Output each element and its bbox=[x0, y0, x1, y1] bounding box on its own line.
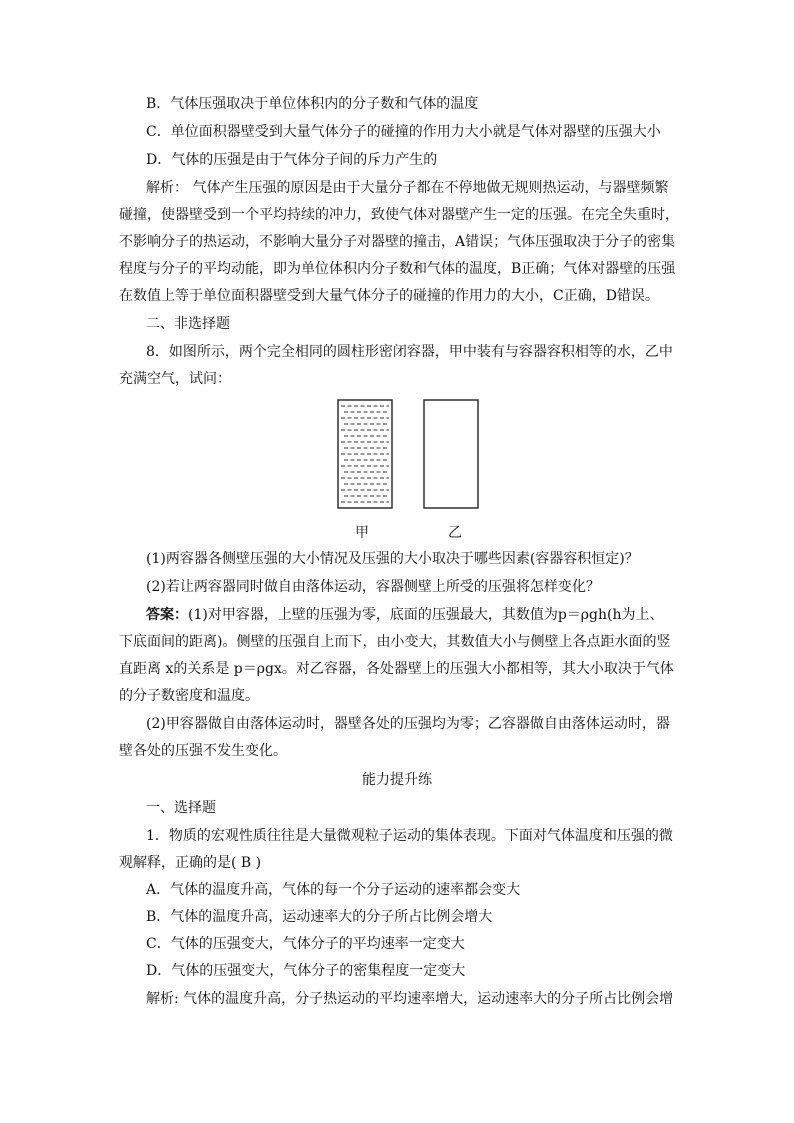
question-1-line: 观解释，正确的是( B ) bbox=[119, 855, 262, 871]
section-heading: 一、选择题 bbox=[146, 800, 216, 816]
answer-line: (2)甲容器做自由落体运动时，器壁各处的压强均为零；乙容器做自由落体运动时，器 bbox=[146, 716, 670, 732]
answer-text: (1)对甲容器，上壁的压强为零，底面的压强最大，其数值为p＝ρgh(h为上、 bbox=[188, 607, 664, 623]
section-title: 能力提升练 bbox=[362, 772, 432, 788]
question-8-line: 充满空气，试问： bbox=[119, 371, 231, 387]
analysis-line: 不影响分子的热运动，不影响大量分子对器壁的撞击，A错误；气体压强取决于分子的密集 bbox=[119, 234, 676, 250]
analysis-line: 在数值上等于单位面积器壁受到大量气体分子的碰撞的作用力的大小，C正确，D错误。 bbox=[119, 288, 659, 304]
answer-line: 直距离 x的关系是 p＝ρgx。对乙容器，各处器壁上的压强大小都相等，其大小取决于气体 bbox=[119, 661, 674, 677]
question-1-line: 1．物质的宏观性质往往是大量微观粒子运动的集体表现。下面对气体温度和压强的微 bbox=[146, 828, 673, 844]
answer-line: 壁各处的压强不发生变化。 bbox=[119, 743, 287, 759]
option-b-line: B．气体的温度升高，运动速率大的分子所占比例会增大 bbox=[146, 909, 493, 925]
answer-line: 的分子数密度和温度。 bbox=[119, 688, 259, 704]
answer-line bbox=[146, 605, 663, 625]
answer-line: 下底面间的距离)。侧壁的压强自上而下，由小变大，其数值大小与侧壁上各点距水面的竖 bbox=[119, 634, 671, 650]
section-heading: 二、非选择题 bbox=[146, 316, 230, 332]
analysis-line: 碰撞，使器壁受到一个平均持续的冲力，致使气体对器壁产生一定的压强。在完全失重时， bbox=[119, 207, 679, 223]
caption-jia: 甲 bbox=[355, 525, 369, 541]
analysis-line: 解析： 气体产生压强的原因是由于大量分子都在不停地做无规则热运动，与器壁频繁 bbox=[146, 180, 669, 196]
question-8-line: 8．如图所示，两个完全相同的圆柱形密闭容器，甲中装有与容器容积相等的水，乙中 bbox=[146, 344, 673, 360]
analysis-line: 程度与分子的平均动能，即为单位体积内分子数和气体的温度，B正确；气体对器壁的压强 bbox=[119, 261, 676, 277]
option-c-line: C．单位面积器壁受到大量气体分子的碰撞的作用力大小就是气体对器壁的压强大小 bbox=[146, 124, 661, 140]
option-a-line: A．气体的温度升高，气体的每一个分子运动的速率都会变大 bbox=[146, 882, 521, 898]
analysis-line: 解析: 气体的温度升高，分子热运动的平均速率增大，运动速率大的分子所占比例会增 bbox=[146, 991, 674, 1007]
answer-label: 答案： bbox=[146, 607, 188, 623]
caption-yi: 乙 bbox=[448, 525, 462, 541]
option-b-line: B．气体压强取决于单位体积内的分子数和气体的温度 bbox=[146, 96, 479, 112]
option-c-line: C．气体的压强变大，气体分子的平均速率一定变大 bbox=[146, 936, 465, 952]
containers-figure bbox=[330, 395, 490, 515]
option-d-line: D．气体的压强是由于气体分子间的斥力产生的 bbox=[146, 152, 438, 168]
sub-question-1: (1)两容器各侧壁压强的大小情况及压强的大小取决于哪些因素(容器容积恒定)？ bbox=[146, 551, 639, 567]
sub-question-2: (2)若让两容器同时做自由落体运动，容器侧壁上所受的压强将怎样变化？ bbox=[146, 579, 600, 595]
container-yi bbox=[424, 400, 478, 508]
option-d-line: D．气体的压强变大，气体分子的密集程度一定变大 bbox=[146, 963, 466, 979]
